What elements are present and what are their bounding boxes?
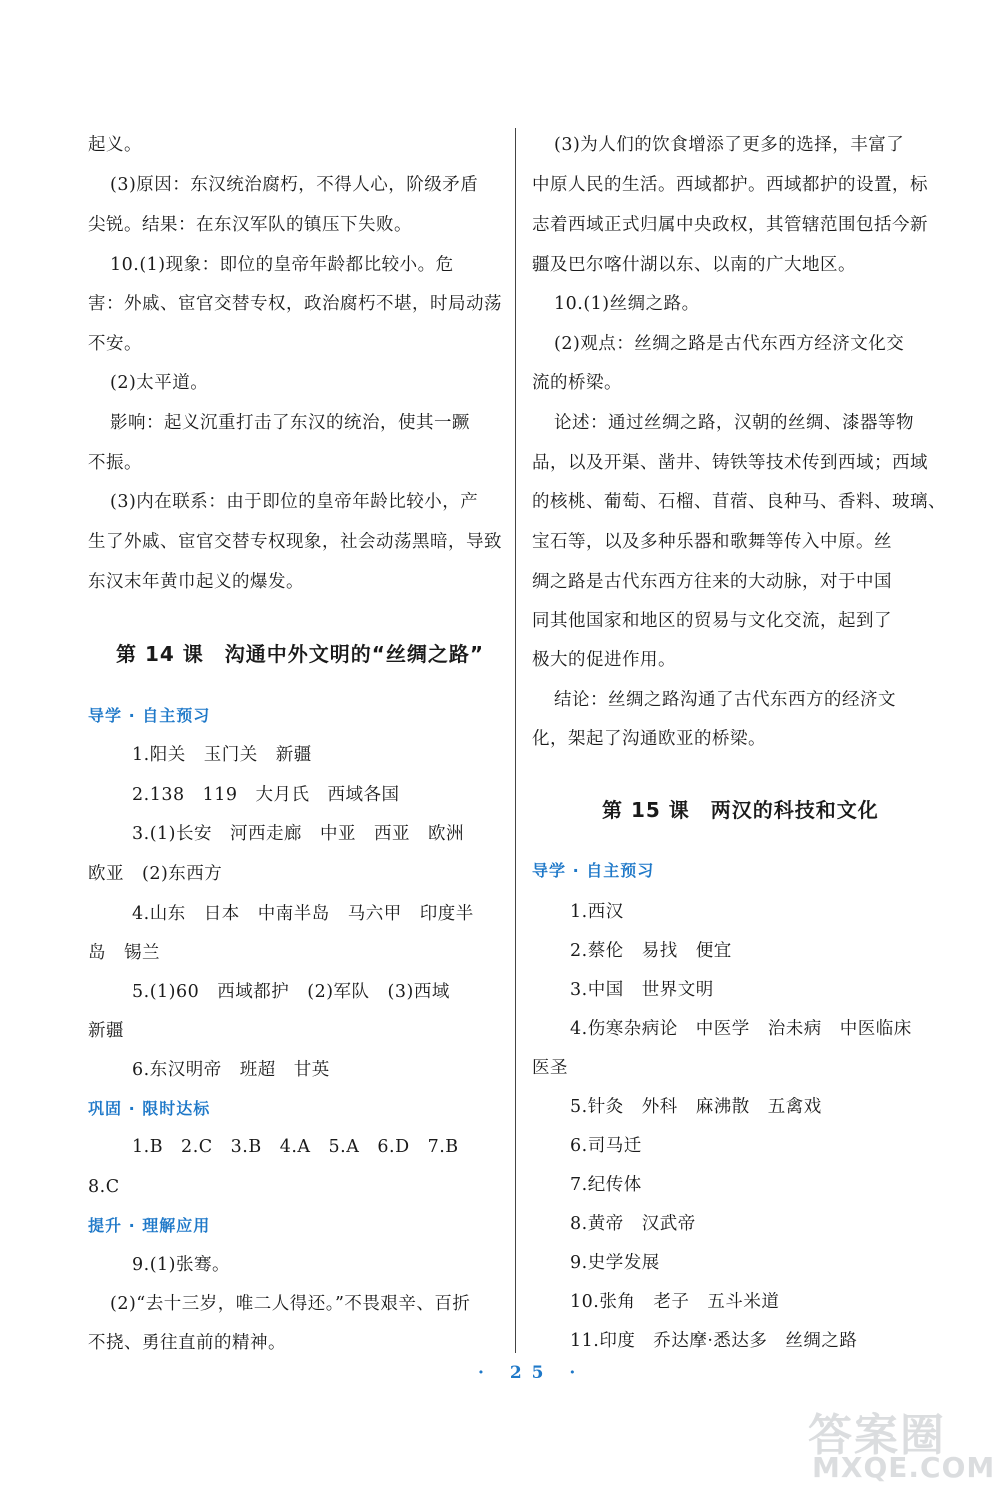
answer-line: 6.东汉明帝 班超 甘英 (132, 1060, 330, 1080)
answer-line: 4.山东 日本 中南半岛 马六甲 印度半 (132, 904, 474, 924)
text-line: 生了外戚、宦官交替专权现象，社会动荡黑暗，导致 (88, 532, 502, 552)
answer-line: 2.138 119 大月氏 西域各国 (132, 785, 400, 805)
text-line: 起义。 (88, 135, 142, 155)
watermark-logo (808, 1399, 996, 1487)
text-line: 疆及巴尔喀什湖以东、以南的广大地区。 (532, 255, 856, 275)
lesson-14-title: 第 14 课 沟通中外文明的“丝绸之路” (116, 642, 485, 666)
answer-line: 欧亚 (2)东西方 (88, 864, 223, 884)
text-line: (3)为人们的饮食增添了更多的选择，丰富了 (554, 135, 905, 155)
text-line: 论述：通过丝绸之路，汉朝的丝绸、漆器等物 (554, 413, 914, 433)
answer-line: 5.(1)60 西域都护 (2)军队 (3)西域 (132, 982, 450, 1002)
text-line: 东汉末年黄巾起义的爆发。 (88, 572, 304, 592)
text-line: 结论：丝绸之路沟通了古代东西方的经济文 (554, 690, 896, 710)
section-heading-preview: 导学 · 自主预习 (532, 861, 655, 880)
answer-line: 11.印度 乔达摩·悉达多 丝绸之路 (570, 1331, 858, 1351)
answer-line: 8.黄帝 汉武帝 (570, 1214, 696, 1234)
text-line: 的核桃、葡萄、石榴、苜蓿、良种马、香料、玻璃、 (532, 492, 946, 512)
text-line: 流的桥梁。 (532, 373, 622, 393)
watermark-sub: MXQE.COM (812, 1451, 996, 1484)
answer-line: 新疆 (88, 1021, 124, 1041)
text-line: 同其他国家和地区的贸易与文化交流，起到了 (532, 611, 892, 631)
page-number: · 25 · (478, 1363, 586, 1383)
answer-line: 9.史学发展 (570, 1253, 660, 1273)
text-line: 影响：起义沉重打击了东汉的统治，使其一蹶 (110, 413, 470, 433)
answer-line: 6.司马迁 (570, 1136, 642, 1156)
text-line: 志着西域正式归属中央政权，其管辖范围包括今新 (532, 215, 928, 235)
text-line: (2)太平道。 (110, 373, 209, 393)
text-line: 中原人民的生活。西域都护。西域都护的设置，标 (532, 175, 928, 195)
answer-line: 10.张角 老子 五斗米道 (570, 1292, 780, 1312)
answer-line: 3.中国 世界文明 (570, 980, 714, 1000)
text-line: (3)内在联系：由于即位的皇帝年龄比较小，产 (110, 492, 479, 512)
answer-line: 1.B 2.C 3.B 4.A 5.A 6.D 7.B (132, 1137, 459, 1157)
column-divider (515, 128, 516, 1353)
answer-line: 4.伤寒杂病论 中医学 治未病 中医临床 (570, 1019, 912, 1039)
text-line: 不振。 (88, 453, 142, 473)
text-line: 品，以及开渠、凿井、铸铁等技术传到西域；西域 (532, 453, 928, 473)
answer-line: 8.C (88, 1177, 120, 1197)
answer-line: (2)“去十三岁，唯二人得还。”不畏艰辛、百折 (110, 1294, 471, 1314)
text-line: 不安。 (88, 334, 142, 354)
section-heading-quiz: 巩固 · 限时达标 (88, 1099, 211, 1118)
answer-line: 5.针灸 外科 麻沸散 五禽戏 (570, 1097, 822, 1117)
answer-line: 3.(1)长安 河西走廊 中亚 西亚 欧洲 (132, 824, 464, 844)
text-line: 尖锐。结果：在东汉军队的镇压下失败。 (88, 215, 412, 235)
text-line: 10.(1)丝绸之路。 (554, 294, 700, 314)
text-line: (2)观点：丝绸之路是古代东西方经济文化交 (554, 334, 905, 354)
answer-line: 7.纪传体 (570, 1175, 642, 1195)
text-line: 极大的促进作用。 (532, 650, 676, 670)
text-line: (3)原因：东汉统治腐朽，不得人心，阶级矛盾 (110, 175, 479, 195)
text-line: 害：外戚、宦官交替专权，政治腐朽不堪，时局动荡 (88, 294, 502, 314)
section-heading-preview: 导学 · 自主预习 (88, 706, 211, 725)
text-line: 化，架起了沟通欧亚的桥梁。 (532, 729, 766, 749)
watermark-main: 答案圈 (808, 1410, 946, 1461)
answer-line: 1.阳关 玉门关 新疆 (132, 745, 312, 765)
answer-line: 不挠、勇往直前的精神。 (88, 1333, 286, 1353)
answer-line: 2.蔡伦 易找 便宜 (570, 941, 732, 961)
answer-line: 医圣 (532, 1058, 568, 1078)
answer-line: 岛 锡兰 (88, 943, 160, 963)
text-line: 宝石等，以及多种乐器和歌舞等传入中原。丝 (532, 532, 892, 552)
lesson-15-title: 第 15 课 两汉的科技和文化 (602, 798, 879, 822)
answer-line: 9.(1)张骞。 (132, 1255, 230, 1275)
text-line: 10.(1)现象：即位的皇帝年龄都比较小。危 (110, 255, 454, 275)
section-heading-application: 提升 · 理解应用 (88, 1216, 211, 1235)
text-line: 绸之路是古代东西方往来的大动脉，对于中国 (532, 572, 892, 592)
answer-line: 1.西汉 (570, 902, 624, 922)
